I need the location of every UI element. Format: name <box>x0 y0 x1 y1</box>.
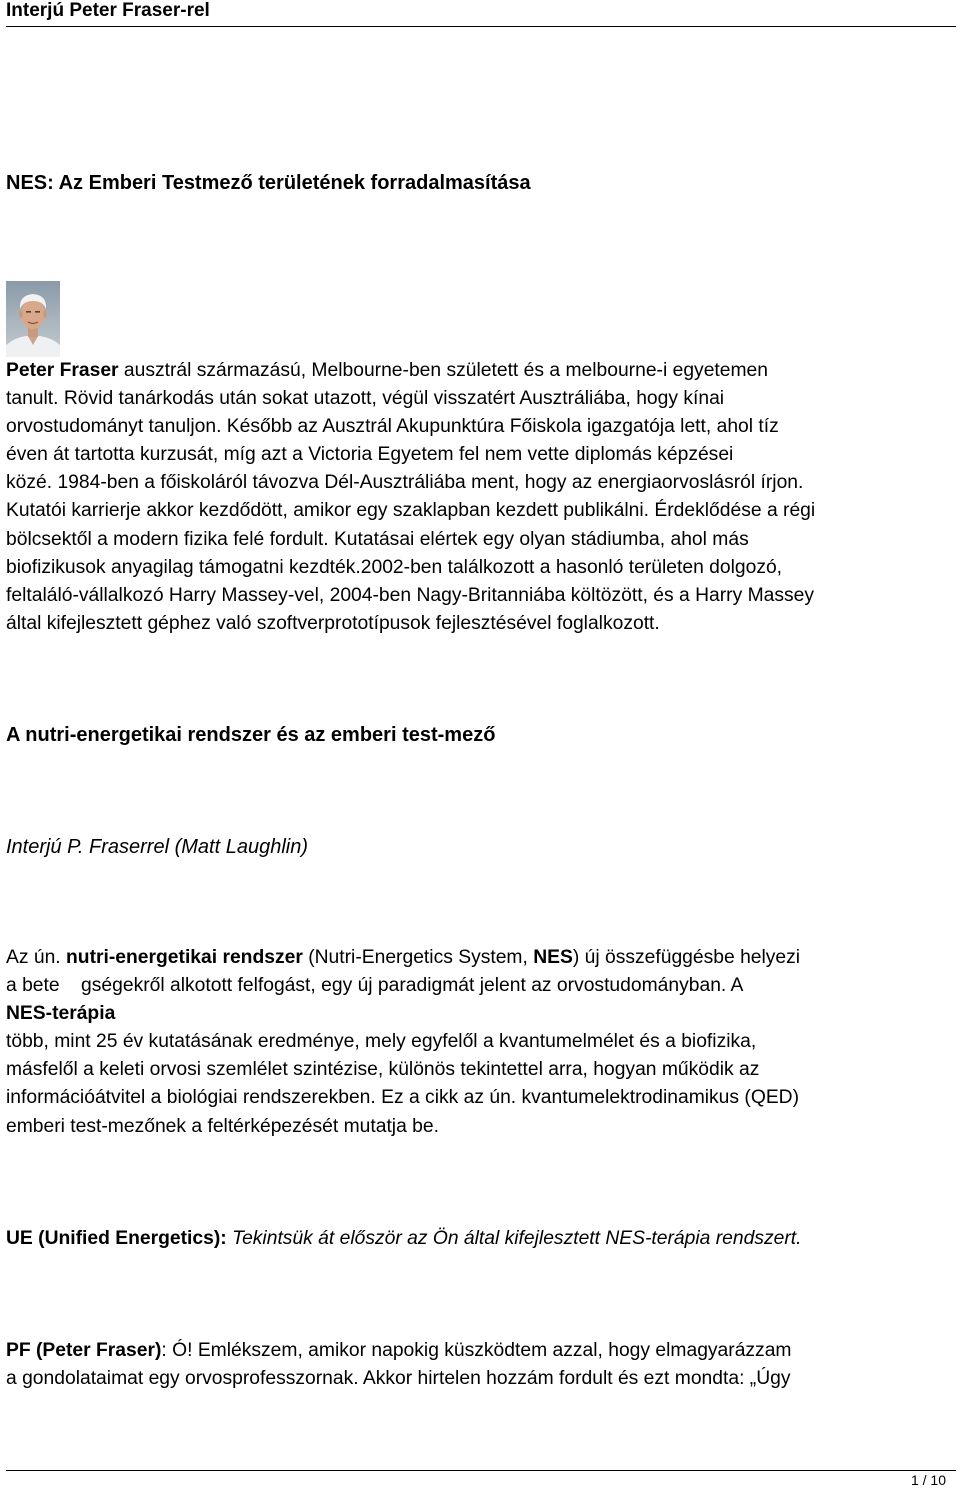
ue-question <box>6 1225 954 1253</box>
page-number: 1 / 10 <box>910 1472 946 1488</box>
intro-line: információátvitel a biológiai rendszerekben. Ez a cikk az ún. kvantumelektrodinamikus (QED) <box>6 1087 800 1109</box>
section-subtitle: A nutri-energetikai rendszer és az emberi test-mező <box>6 724 496 746</box>
bio-line: által kifejlesztett géphez való szoftverprototípusok fejlesztésével foglalkozott. <box>6 612 660 634</box>
bio-line: éven át tartotta kurzusát, míg azt a Victoria Egyetem fel nem vette diplomás képzései <box>6 444 734 466</box>
bio-line <box>6 357 954 385</box>
bio-line: közé. 1984-ben a főiskoláról távozva Dél-Ausztráliába ment, hogy az energiaorvoslásról írjon. <box>6 472 804 494</box>
intro-term-nes: NES <box>533 947 573 968</box>
intro-line: emberi test-mezőnek a feltérképezését mutatja be. <box>6 1115 439 1137</box>
interview-credit: Interjú P. Fraserrel (Matt Laughlin) <box>6 836 308 858</box>
intro-line <box>6 944 954 972</box>
bio-line: tanult. Rövid tanárkodás után sokat utazott, végül visszatért Ausztráliába, hogy kínai <box>6 388 725 410</box>
intro-text: Az ún. <box>6 947 67 968</box>
pf-answer <box>6 1337 954 1393</box>
page-header <box>6 0 956 27</box>
running-header-title: Interjú Peter Fraser-rel <box>6 0 210 21</box>
intro-text: (Nutri-Energetics System, <box>302 947 534 968</box>
bio-line-rest: ausztrál származású, Melbourne-ben született és a melbourne-i egyetemen <box>118 360 769 381</box>
intro-line: a bete gségekről alkotott felfogást, egy új paradigmát jelent az orvostudományban. A <box>6 975 744 997</box>
pf-answer-text: : Ó! Emlékszem, amikor napokig küszködtem azzal, hogy elmagyarázzam <box>161 1340 792 1361</box>
bio-line: orvostudományt tanuljon. Később az Ausztrál Akupunktúra Főiskola igazgatója lett, ahol tíz <box>6 416 779 438</box>
ue-speaker: UE (Unified Energetics): <box>6 1228 227 1249</box>
bio-line: biofizikusok anyagilag támogatni kezdték.2002-ben találkozott a hasonló területen dolgozó, <box>6 556 783 578</box>
bio-name: Peter Fraser <box>6 360 119 381</box>
pf-speaker: PF (Peter Fraser) <box>6 1340 162 1361</box>
page-footer <box>6 1470 956 1488</box>
ue-question-text: Tekintsük át először az Ön által kifejlesztett NES-terápia rendszert. <box>232 1228 802 1249</box>
intro-line: másfelől a keleti orvosi szemlélet szintézise, különös tekintettel arra, hogyan működik az <box>6 1059 760 1081</box>
bio-line: feltaláló-vállalkozó Harry Massey-vel, 2004-ben Nagy-Britanniába költözött, és a Harry Massey <box>6 584 815 606</box>
document-title: NES: Az Emberi Testmező területének forradalmasítása <box>6 172 531 194</box>
ue-line <box>6 1225 954 1253</box>
intro-line <box>6 1000 954 1028</box>
pf-line <box>6 1337 954 1365</box>
bio-line: Kutatói karrierje akkor kezdődött, amikor egy szaklapban kezdett publikálni. Érdeklődése a régi <box>6 500 816 522</box>
bio-line: bölcsektől a modern fizika felé fordult. Kutatásai elértek egy olyan stádiumba, ahol más <box>6 528 749 550</box>
intro-paragraph <box>6 944 954 1141</box>
intro-text: ) új összefüggésbe helyezi <box>572 947 801 968</box>
intro-term-nutri: nutri-energetikai rendszer <box>66 947 303 968</box>
intro-term-nes-terapia: NES-terápia <box>6 1003 116 1025</box>
bio-paragraph <box>6 357 954 638</box>
portrait-photo <box>6 281 60 357</box>
intro-line: több, mint 25 év kutatásának eredménye, mely egyfelől a kvantumelmélet és a biofizika, <box>6 1031 757 1053</box>
pf-line: a gondolataimat egy orvosprofesszornak. Akkor hirtelen hozzám fordult és ezt mondta: „Úgy <box>6 1368 791 1390</box>
